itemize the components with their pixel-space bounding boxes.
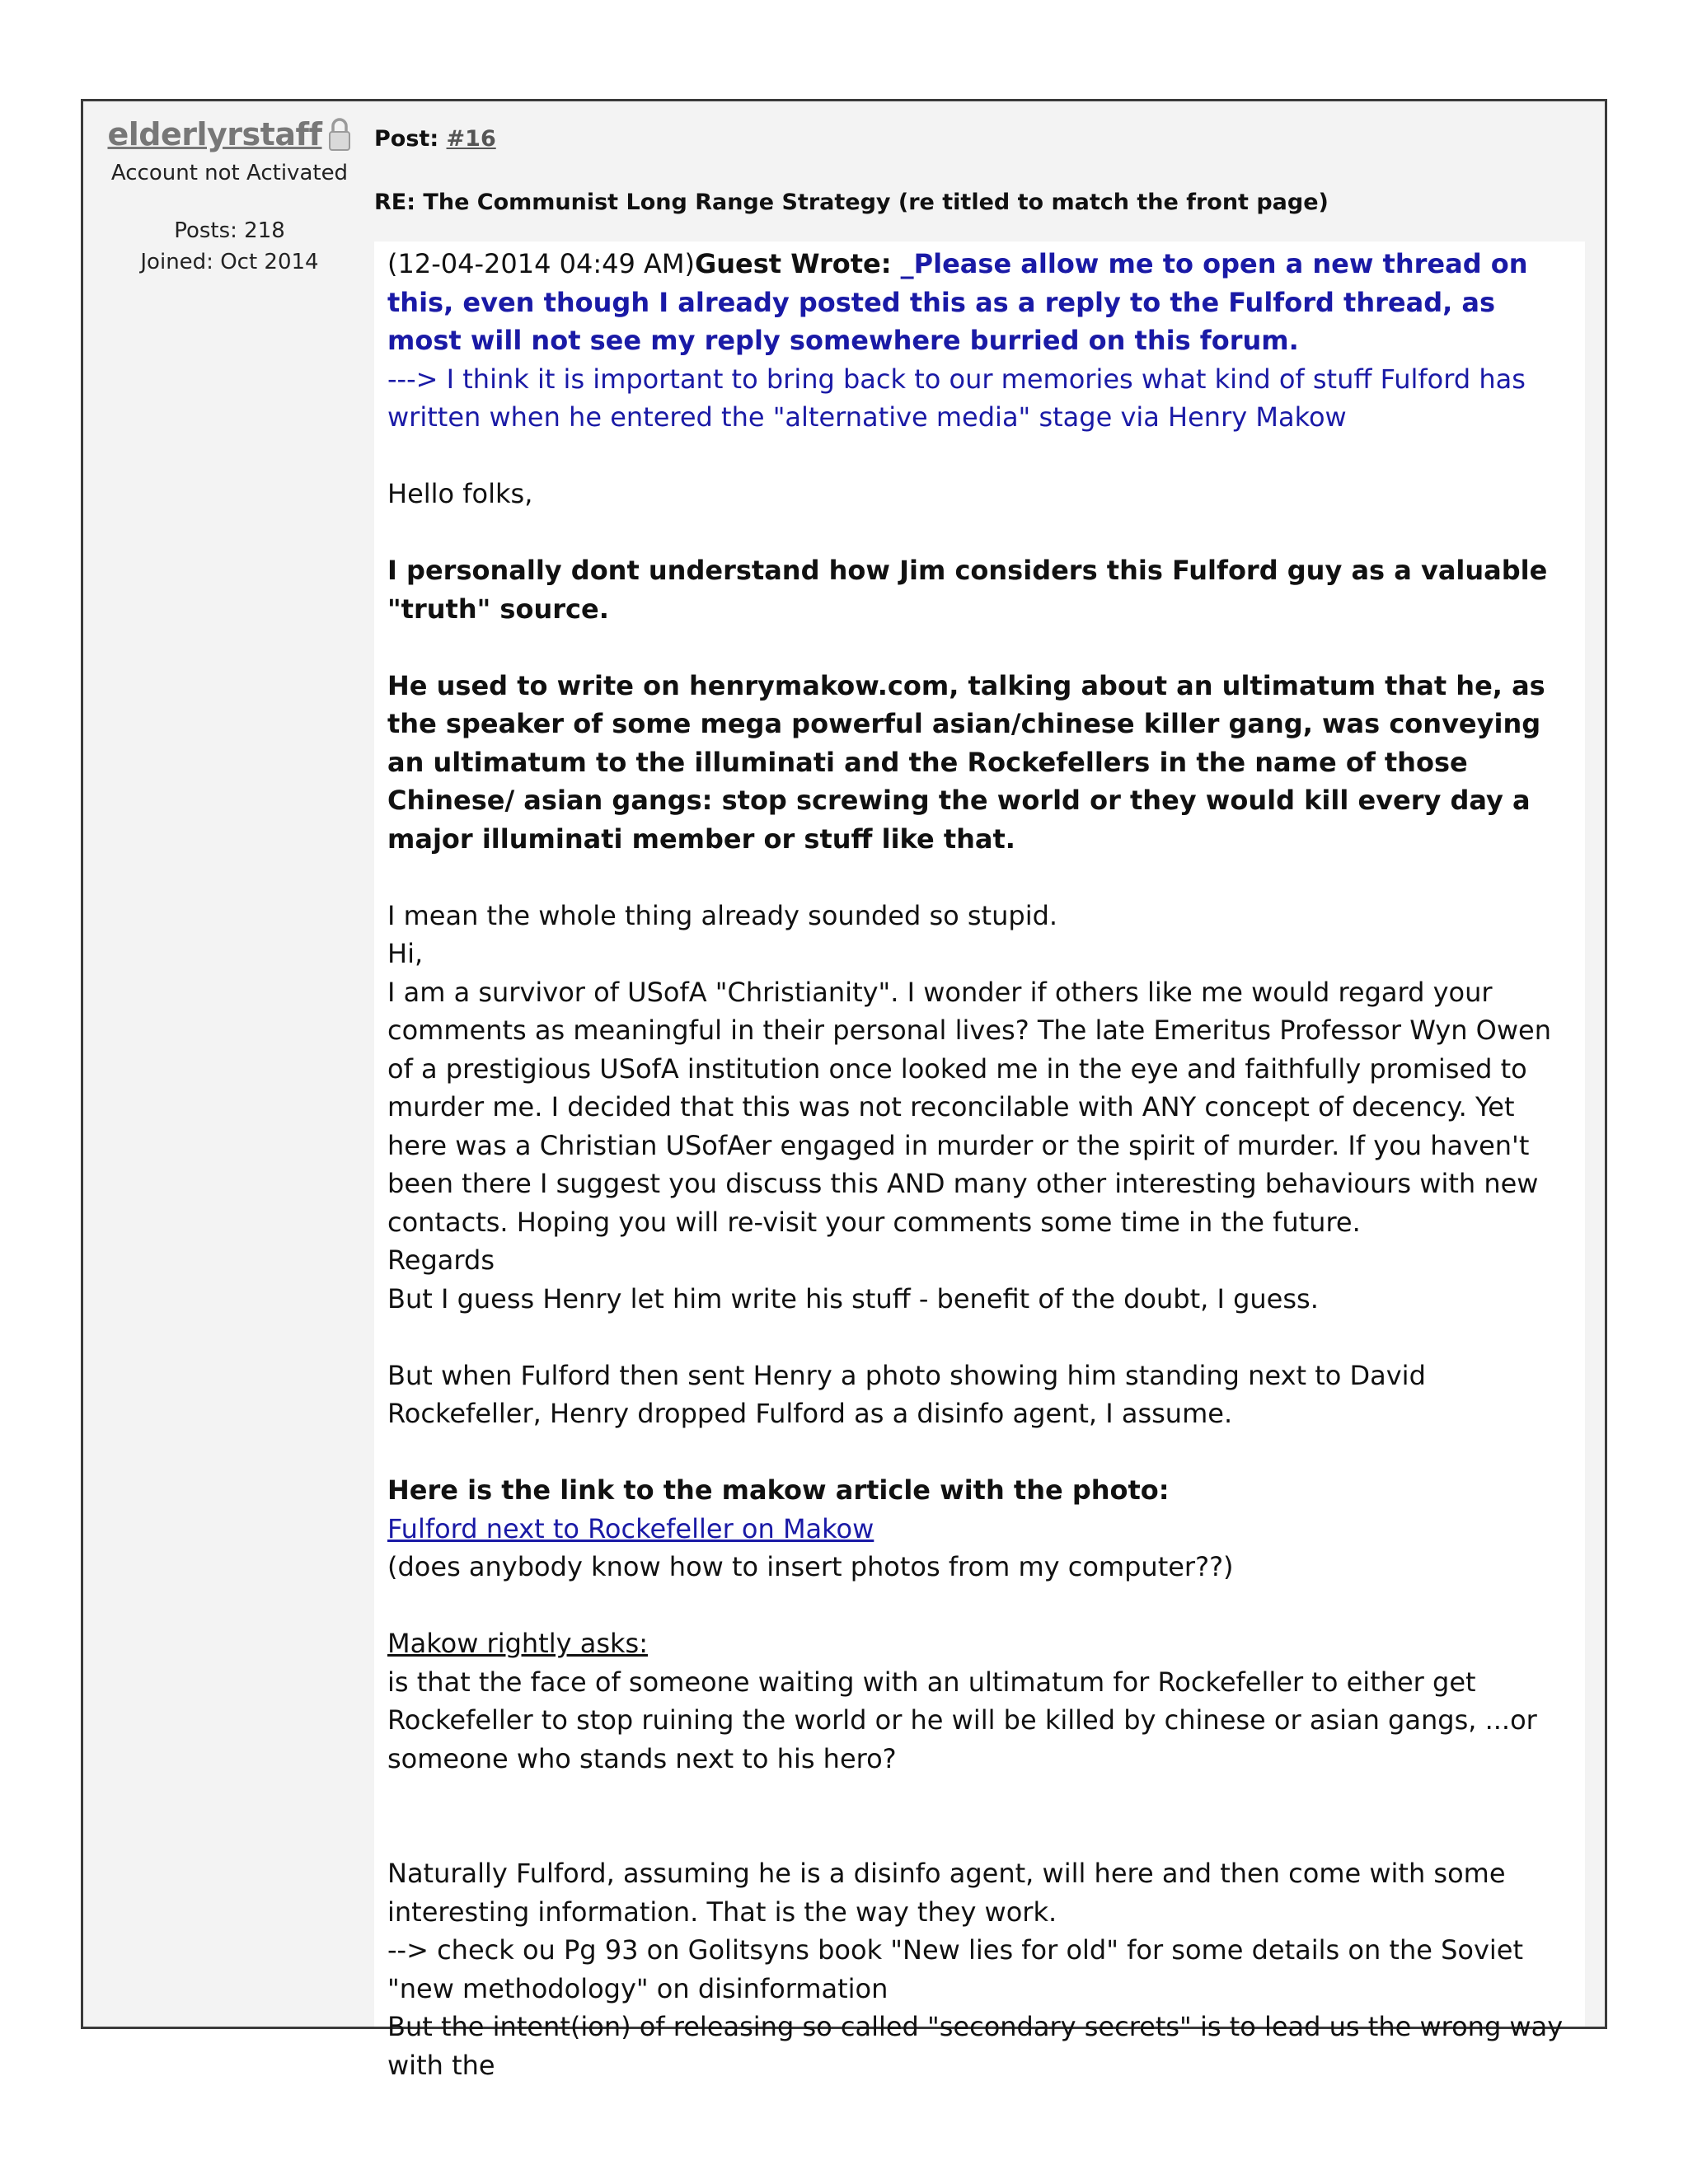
post-number-label: Post: [374, 126, 439, 152]
author-joined-date: Joined: Oct 2014 [140, 250, 319, 274]
quote-text-bold: Please allow me to open a new thread on this, even though I already posted this as a reply to the Fulford thread, as most will not see my reply somewhere burried on this forum. [387, 248, 1528, 356]
paragraph-photo: But when Fulford then sent Henry a photo showing him standing next to David Rockefeller, Henry dropped Fulford as a disinfo agent, I assume. [387, 1359, 1426, 1429]
quote-text: ---> I think it is important to bring back to our memories what kind of stuff Fulford has written when he entered the "alternative media" stage via Henry Makow [387, 363, 1526, 433]
paragraph-survivor: I am a survivor of USofA "Christianity". I wonder if others like me would regard your comments as meaningful in their personal lives? The late Emeritus Professor Wyn Owen of a prestigious USofA institution once looked me in the eye and faithfully promised to murder me. I decided that this was not reconcilable with ANY concept of decency. Yet here was a Christian USofAer engaged in murder or the spirit of murder. If you haven't been there I suggest you discuss this AND many other interesting behaviours with new contacts. Hoping you will re-visit your comments some time in the future. [387, 976, 1551, 1238]
line-benefit-of-doubt: But I guess Henry let him write his stuff - benefit of the doubt, I guess. [387, 1282, 1319, 1315]
spacer [387, 1586, 1570, 1625]
account-status: Account not Activated [110, 161, 349, 185]
spacer [387, 628, 1570, 667]
author-username-link[interactable]: elderlyrstaff [107, 116, 322, 152]
greeting-line: Hello folks, [387, 478, 533, 509]
paragraph-truth-source: I personally dont understand how Jim considers this Fulford guy as a valuable "truth" source. [387, 555, 1548, 625]
makow-article-link[interactable]: Fulford next to Rockefeller on Makow [387, 1512, 874, 1544]
quote-block [387, 245, 1570, 360]
paragraph-intent: But the intent(ion) of releasing so called "secondary secrets" is to lead us the wrong way with the [387, 2011, 1564, 2081]
username-row [83, 116, 351, 152]
forum-post-frame [81, 99, 1607, 2081]
line-hi: Hi, [387, 938, 424, 969]
post-number-line [374, 126, 1585, 152]
author-sidebar [83, 101, 351, 2027]
spacer [387, 513, 1570, 552]
post-subject: RE: The Communist Long Range Strategy (re titled to match the front page) [374, 190, 1329, 215]
post-body [374, 241, 1585, 2081]
quote-timestamp: (12-04-2014 04:49 AM) [387, 248, 695, 279]
spacer [387, 1318, 1570, 1357]
line-stupid: I mean the whole thing already sounded so stupid. [387, 899, 1058, 931]
spacer [387, 1433, 1570, 1472]
makow-asks-heading: Makow rightly asks: [387, 1628, 648, 1659]
post-main [351, 101, 1605, 2081]
spacer [387, 1816, 1570, 1855]
line-regards: Regards [387, 1244, 495, 1276]
author-post-count: Posts: 218 [174, 218, 285, 243]
paragraph-face: is that the face of someone waiting with an ultimatum for Rockefeller to either get Rockefeller to stop ruining the world or he will be killed by chinese or asian gangs, ...or someone who stands next to his hero? [387, 1666, 1537, 1774]
paragraph-golitsyn: --> check ou Pg 93 on Golitsyns book "New lies for old" for some details on the Soviet "new methodology" on disinformation [387, 1934, 1524, 2004]
post-number-link[interactable]: #16 [446, 126, 496, 152]
spacer [387, 1778, 1570, 1816]
quote-author: Guest Wrote: [695, 248, 901, 279]
spacer [387, 437, 1570, 476]
lock-icon [327, 116, 352, 152]
line-insert-photos: (does anybody know how to insert photos from my computer??) [387, 1551, 1234, 1582]
paragraph-ultimatum: He used to write on henrymakow.com, talking about an ultimatum that he, as the speaker of some mega powerful asian/chinese killer gang, was conveying an ultimatum to the illuminati and the Rockefellers in the name of those Chinese/ asian gangs: stop screwing the world or they would kill every day a major illuminati member or stuff like that. [387, 669, 1545, 855]
paragraph-naturally: Naturally Fulford, assuming he is a disinfo agent, will here and then come with some interesting information. That is the way they work. [387, 1858, 1506, 1928]
spacer [387, 858, 1570, 897]
link-intro: Here is the link to the makow article with the photo: [387, 1474, 1170, 1506]
quote-underscore: _ [900, 248, 914, 279]
